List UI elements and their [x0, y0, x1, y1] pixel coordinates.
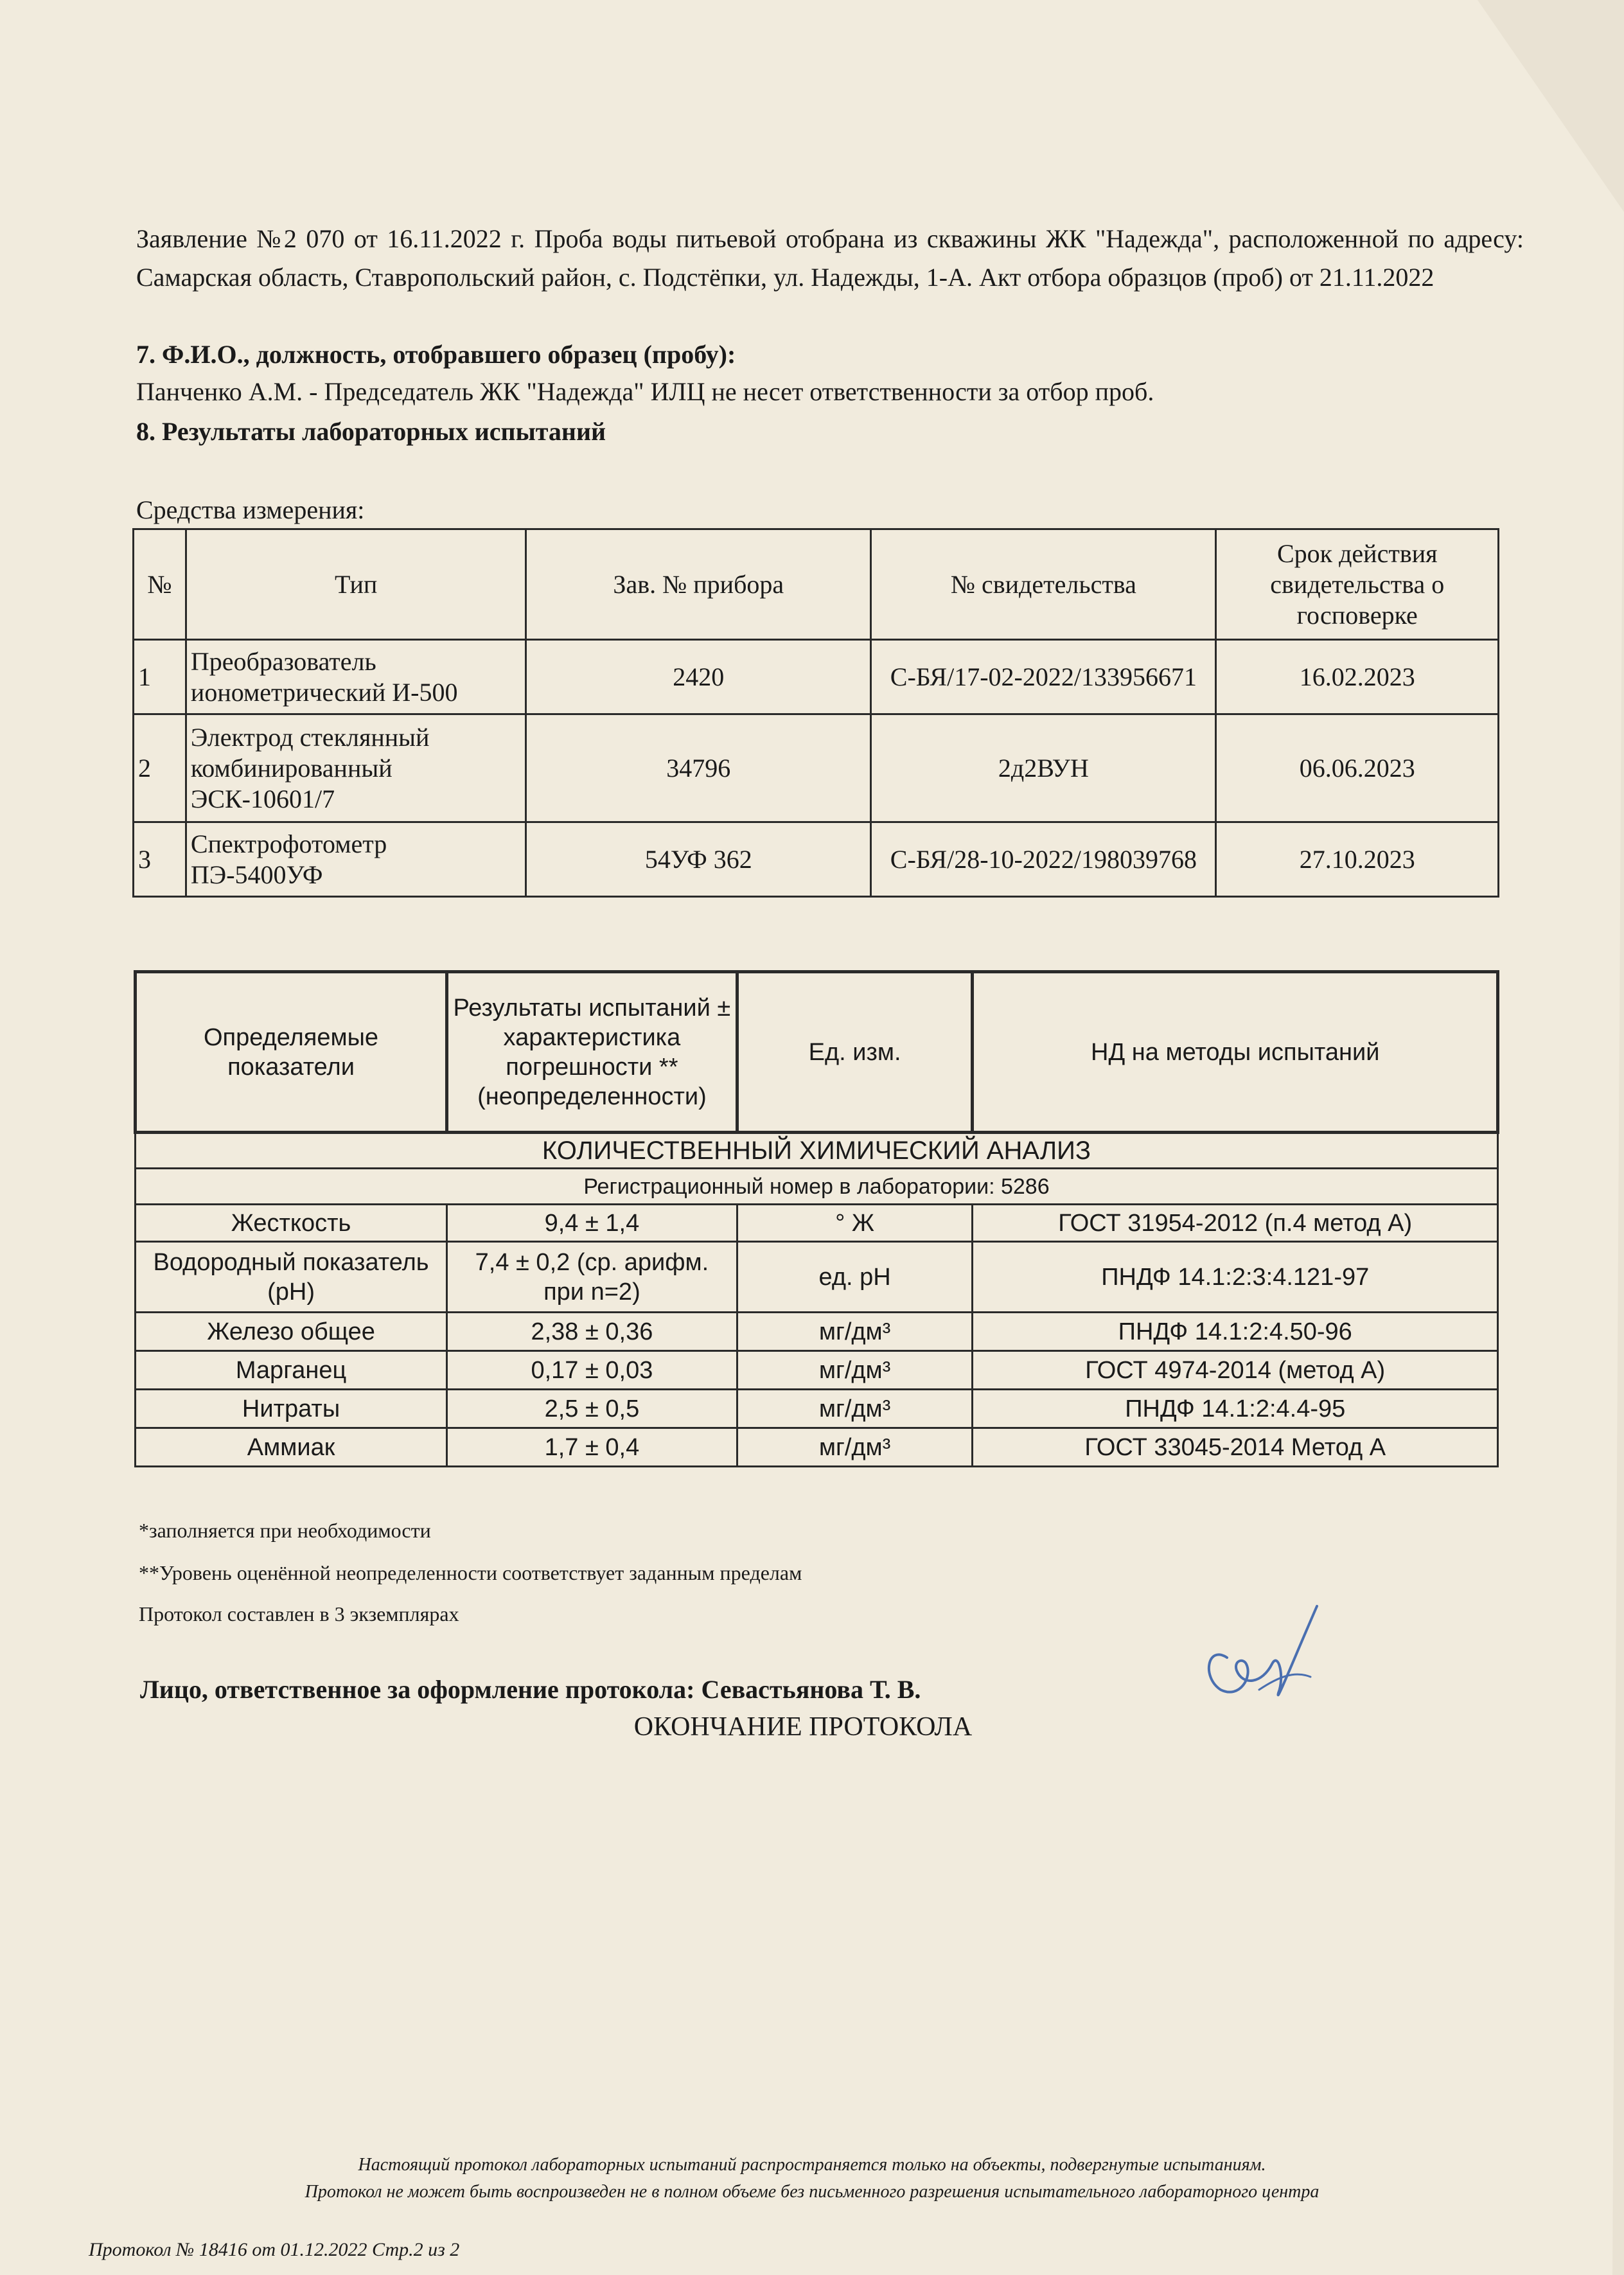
header-result: Результаты испытаний ± характеристика погрешности **(неопределенности) — [447, 972, 737, 1133]
row-num: 2 — [134, 714, 186, 822]
reg-number: Регистрационный номер в лаборатории: 5286 — [136, 1169, 1498, 1205]
header-param: Определяемые показатели — [136, 972, 447, 1133]
row-num: 1 — [134, 640, 186, 714]
param-cell: Водородный показатель (pH) — [136, 1242, 447, 1313]
reg-number-row — [136, 1169, 1498, 1205]
header-serial: Зав. № прибора — [526, 529, 871, 640]
results-header-row — [136, 972, 1498, 1133]
row-cert: С-БЯ/17-02-2022/133956671 — [871, 640, 1216, 714]
method-cell: ГОСТ 4974-2014 (метод А) — [973, 1351, 1498, 1390]
param-cell: Нитраты — [136, 1390, 447, 1428]
header-valid: Срок действия свидетельства о госповерке — [1216, 529, 1499, 640]
table-row — [134, 640, 1499, 714]
param-cell: Марганец — [136, 1351, 447, 1390]
header-cert: № свидетельства — [871, 529, 1216, 640]
result-cell: 9,4 ± 1,4 — [447, 1205, 737, 1242]
footer-line-2: Протокол не может быть воспроизведен не в полном объеме без письменного разрешения испытательного лабораторного центра — [304, 2182, 1320, 2202]
method-cell: ГОСТ 31954-2012 (п.4 метод А) — [973, 1205, 1498, 1242]
table-row — [136, 1205, 1498, 1242]
note-1: *заполняется при необходимости — [139, 1519, 431, 1542]
result-cell: 2,38 ± 0,36 — [447, 1313, 737, 1351]
row-cert: 2д2ВУН — [871, 714, 1216, 822]
instruments-header-row — [134, 529, 1499, 640]
table-row — [136, 1313, 1498, 1351]
section-7-heading: 7. Ф.И.О., должность, отобравшего образец (пробу): — [136, 340, 736, 369]
instruments-caption: Средства измерения: — [136, 495, 365, 524]
unit-cell: мг/дм³ — [737, 1313, 973, 1351]
table-row — [136, 1242, 1498, 1313]
unit-cell: мг/дм³ — [737, 1390, 973, 1428]
unit-cell: мг/дм³ — [737, 1351, 973, 1390]
row-type: Спектрофотометр ПЭ-5400УФ — [186, 822, 525, 897]
signature-icon — [1182, 1580, 1349, 1709]
section-8-heading: 8. Результаты лабораторных испытаний — [136, 417, 606, 446]
table-row — [136, 1390, 1498, 1428]
result-cell: 1,7 ± 0,4 — [447, 1428, 737, 1467]
row-type: Преобразователь ионометрический И-500 — [186, 640, 525, 714]
param-cell: Железо общее — [136, 1313, 447, 1351]
unit-cell: ° Ж — [737, 1205, 973, 1242]
param-cell: Аммиак — [136, 1428, 447, 1467]
header-unit: Ед. изм. — [737, 972, 973, 1133]
method-cell: ГОСТ 33045-2014 Метод А — [973, 1428, 1498, 1467]
result-cell: 2,5 ± 0,5 — [447, 1390, 737, 1428]
header-method: НД на методы испытаний — [973, 972, 1498, 1133]
instruments-table — [132, 528, 1499, 898]
row-valid: 06.06.2023 — [1216, 714, 1499, 822]
page-reference: Протокол № 18416 от 01.12.2022 Стр.2 из 2 — [89, 2239, 460, 2260]
method-cell: ПНДФ 14.1:2:4.50-96 — [973, 1313, 1498, 1351]
table-row — [136, 1351, 1498, 1390]
note-3: Протокол составлен в 3 экземплярах — [139, 1602, 459, 1625]
result-cell: 7,4 ± 0,2 (ср. арифм. при n=2) — [447, 1242, 737, 1313]
header-type: Тип — [186, 529, 525, 640]
section-7-text: Панченко А.М. - Председатель ЖК "Надежда" ИЛЦ не несет ответственности за отбор проб. — [136, 377, 1154, 406]
row-valid: 27.10.2023 — [1216, 822, 1499, 897]
table-row — [134, 714, 1499, 822]
row-type: Электрод стеклянный комбинированный ЭСК-10601/7 — [186, 714, 525, 822]
note-2: **Уровень оценённой неопределенности соответствует заданным пределам — [139, 1561, 802, 1584]
responsible-person: Лицо, ответственное за оформление протокола: Севастьянова Т. В. — [140, 1675, 921, 1704]
row-cert: С-БЯ/28-10-2022/198039768 — [871, 822, 1216, 897]
end-of-protocol: ОКОНЧАНИЕ ПРОТОКОЛА — [633, 1712, 973, 1742]
unit-cell: ед. pH — [737, 1242, 973, 1313]
header-num: № — [134, 529, 186, 640]
result-cell: 0,17 ± 0,03 — [447, 1351, 737, 1390]
unit-cell: мг/дм³ — [737, 1428, 973, 1467]
section-title-row — [136, 1133, 1498, 1169]
row-serial: 2420 — [526, 640, 871, 714]
footer-line-1: Настоящий протокол лабораторных испытаний распространяется только на объекты, подвергнутые испытаниям. — [358, 2155, 1266, 2175]
table-row — [134, 822, 1499, 897]
row-num: 3 — [134, 822, 186, 897]
param-cell: Жесткость — [136, 1205, 447, 1242]
row-valid: 16.02.2023 — [1216, 640, 1499, 714]
results-table — [134, 970, 1499, 1467]
section-title: КОЛИЧЕСТВЕННЫЙ ХИМИЧЕСКИЙ АНАЛИЗ — [136, 1133, 1498, 1169]
row-serial: 54УФ 362 — [526, 822, 871, 897]
method-cell: ПНДФ 14.1:2:3:4.121-97 — [973, 1242, 1498, 1313]
row-serial: 34796 — [526, 714, 871, 822]
method-cell: ПНДФ 14.1:2:4.4-95 — [973, 1390, 1498, 1428]
table-row — [136, 1428, 1498, 1467]
intro-paragraph: Заявление №2 070 от 16.11.2022 г. Проба воды питьевой отобрана из скважины ЖК "Надежда", расположенной по адресу: Самарская область, Ставропольский район, с. Подстёпки, ул. Надежды, 1-А. Акт отбора образцов (проб) от 21.11.2022 — [136, 224, 1524, 292]
